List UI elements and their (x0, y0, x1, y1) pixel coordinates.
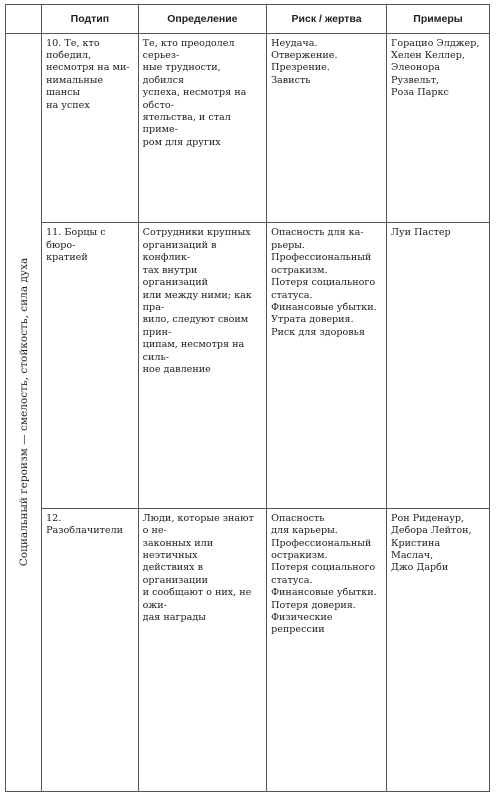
cell-line: нимальные шансы (46, 74, 104, 99)
cell-line: действиях в организации (142, 562, 209, 586)
cell-line: ятельства, и стал приме- (142, 112, 231, 136)
risk-cell (267, 223, 387, 508)
cell-line: вило, следуют своим прин- (142, 314, 249, 338)
cell-line: Те, кто преодолел серьез- (142, 37, 235, 62)
cell-line: дая награды (142, 612, 206, 624)
cell-line: Дебора Лейтон, (391, 525, 472, 537)
cell-line: Отвержение. (271, 50, 338, 62)
cell-line: статуса. (271, 289, 313, 301)
cell-line: Потеря социального (271, 277, 376, 289)
header-examples: Примеры (387, 5, 490, 34)
cell-line: Презрение. (271, 62, 330, 74)
cell-line: 12. Разоблачители (46, 512, 124, 537)
cell-line: законных или неэтичных (142, 537, 214, 561)
cell-line: 10. Те, кто победил, (46, 37, 100, 62)
cell-line: Кристина Маслач, (391, 537, 441, 561)
cell-line: 11. Борцы с бюро- (46, 227, 106, 251)
cell-line: Потеря доверия. (271, 599, 356, 611)
subtype-cell (42, 33, 139, 223)
cell-line: Риск для здоровья (271, 326, 365, 338)
cell-line: кратией (46, 252, 88, 264)
cell-line: Опасность для ка- (271, 227, 364, 239)
examples-cell (387, 33, 490, 223)
cell-line: успеха, несмотря на обсто- (142, 87, 247, 111)
cell-line: для карьеры. (271, 525, 338, 537)
table-row (6, 223, 490, 508)
risk-cell (267, 508, 387, 791)
definition-cell (138, 223, 266, 508)
cell-line: Луи Пастер (391, 227, 451, 239)
cell-line: статуса. (271, 574, 313, 586)
cell-line: Физические (271, 612, 333, 624)
cell-line: Профессиональный (271, 537, 372, 549)
cell-line: Потеря социального (271, 562, 376, 574)
cell-line: Финансовые убытки. (271, 301, 377, 313)
definition-cell (138, 508, 266, 791)
header-row (6, 5, 490, 34)
cell-line: ром для других (142, 136, 221, 148)
cell-line: Горацио Элджер, (391, 37, 480, 49)
definition-cell (138, 33, 266, 223)
cell-line: ные трудности, добился (142, 62, 221, 86)
cell-line: Финансовые убытки. (271, 587, 377, 599)
category-label: Социальный героизм — смелость, стойкость, сила духа (17, 258, 30, 567)
cell-line: Неудача. (271, 37, 318, 49)
cell-line: Сотрудники крупных (142, 227, 251, 239)
cell-line: репрессии (271, 624, 325, 636)
cell-line: остракизм. (271, 550, 328, 561)
subtype-cell (42, 508, 139, 791)
table-row (6, 508, 490, 791)
cell-line: Профессиональный (271, 252, 372, 264)
cell-line: и сообщают о них, не ожи- (142, 587, 252, 611)
cell-line: Опасность (271, 512, 325, 524)
subtype-cell (42, 223, 139, 508)
cell-line: или между ними; как пра- (142, 289, 252, 313)
header-empty (6, 5, 42, 34)
cell-line: тах внутри организаций (142, 264, 209, 289)
header-definition: Определение (138, 5, 266, 34)
cell-line: Хелен Келлер, (391, 50, 465, 62)
cell-line: Элеонора Рузвельт, (391, 62, 440, 86)
cell-line: остракизм. (271, 264, 328, 276)
cell-line: организаций в конфлик- (142, 239, 217, 264)
cell-line: несмотря на ми- (46, 62, 130, 74)
cell-line: Утрата доверия. (271, 314, 354, 326)
cell-line: ципам, несмотря на силь- (142, 339, 245, 363)
examples-cell (387, 508, 490, 791)
cell-line: Люди, которые знают о не- (142, 512, 254, 537)
cell-line: ное давление (142, 363, 211, 375)
heroism-table (5, 4, 490, 792)
cell-line: Роза Паркс (391, 87, 449, 99)
cell-line: рьеры. (271, 239, 305, 251)
cell-line: Зависть (271, 74, 311, 86)
examples-cell (387, 223, 490, 508)
header-risk: Риск / жертва (267, 5, 387, 34)
category-cell (6, 33, 42, 791)
cell-line: Джо Дарби (391, 562, 449, 574)
risk-cell (267, 33, 387, 223)
cell-line: на успех (46, 99, 90, 111)
cell-line: Рон Риденаур, (391, 512, 465, 524)
header-subtype: Подтип (42, 5, 139, 34)
table-row (6, 33, 490, 223)
